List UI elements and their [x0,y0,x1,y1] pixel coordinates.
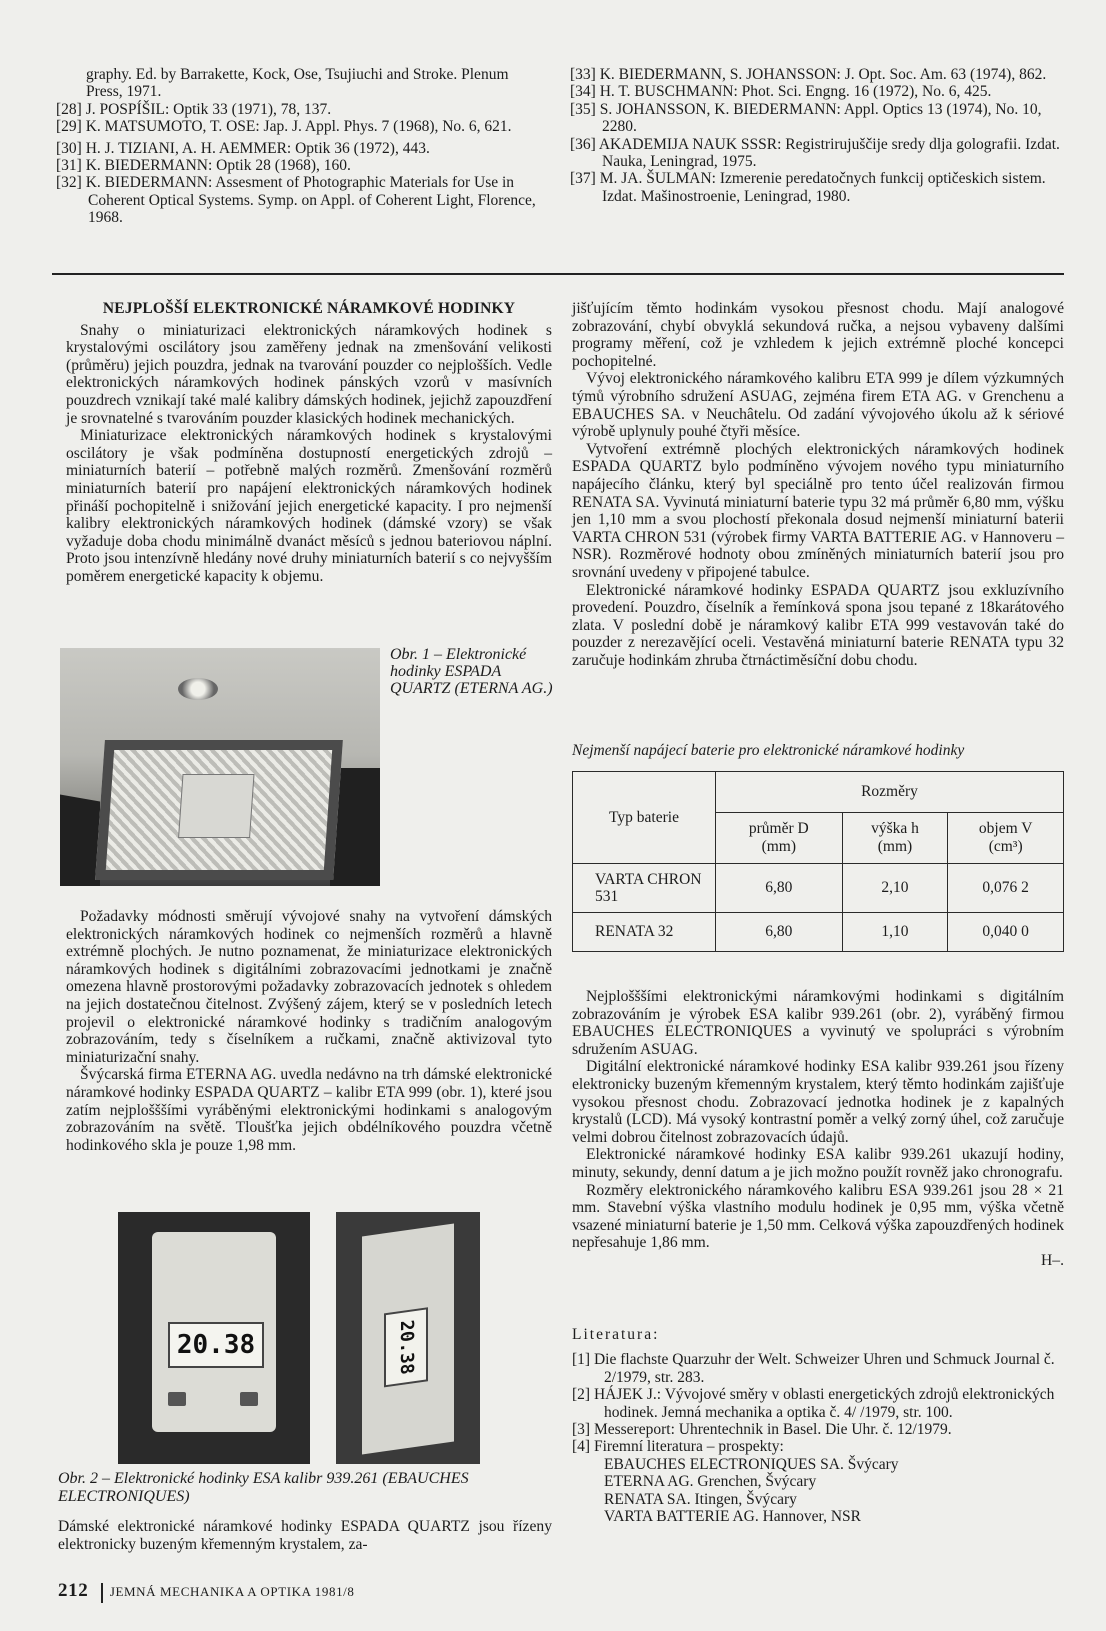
lcd-display: 20.38 [384,1307,428,1387]
figure-1-caption: Obr. 1 – Elektronické hodinky ESPADA QUARTZ (ETERNA AG.) [390,646,553,697]
reference: [31] K. BIEDERMANN: Optik 28 (1968), 160. [56,157,351,175]
watch-crown [178,678,218,700]
paragraph: jišťujícím těmto hodinkám vysokou přesnost chodu. Mají analogové zobrazování, chybí obvyklá sekundová ručka, a nejsou vybaveny dalšími programy měření, což je vzhledem k jejich extrémně ploché koncepci pochopitelné. [572,300,1064,370]
watch-case [95,740,343,880]
paragraph: Elektronické náramkové hodinky ESA kalibr 939.261 ukazují hodiny, minuty, sekundy, denní datum a je jich možno použít rovněž jako chronografu. [572,1146,1064,1181]
reference: [36] AKADEMIJA NAUK SSSR: Registrirujuščije sredy dlja golografii. Izdat. Nauka, Leningrad, 1975. [570,135,1060,171]
reference: [29] K. MATSUMOTO, T. OSE: Jap. J. Appl. Phys. 7 (1968), No. 6, 621. [56,118,512,136]
diameter-value: 6,80 [716,864,843,913]
reference: [34] H. T. BUSCHMANN: Phot. Sci. Engng. 16 (1972), No. 6, 425. [570,83,992,101]
top-references-left [56,66,548,227]
article-left-bottom [58,1518,552,1553]
battery-table [572,771,1064,952]
col-header-type: Typ baterie [573,772,716,864]
paragraph: Nejplošššími elektronickými náramkovými hodinkami s digitálním zobrazováním je výrobek ESA kalibr 939.261 (obr. 2), vyráběný firmou EBAUCHES ELECTRONIQUES a vyvinutý ve spolupráci s výrobním sdružením ASUAG. [572,988,1064,1058]
firm-item: RENATA SA. Itingen, Švýcary [604,1490,797,1508]
figure-1-photo-espada-quartz [60,648,380,886]
volume-value: 0,076 2 [948,864,1064,913]
article-title: NEJPLOŠŠÍ ELEKTRONICKÉ NÁRAMKOVÉ HODINKY [102,300,516,317]
figure-2-caption: Obr. 2 – Elektronické hodinky ESA kalibr 939.261 (EBAUCHES ELECTRONIQUES) [58,1470,469,1505]
article-left-top [66,300,552,586]
table-row [573,913,1064,952]
col-header-height: výška h (mm) [842,813,948,864]
col-header-group: Rozměry [716,772,1064,813]
paragraph: Elektronické náramkové hodinky ESPADA QUARTZ jsou exkluzívního provedení. Pouzdro, číselník a řemínková spona jsou tepané z 18karátového zlata. V poslední době je náramkový kalibr ETA 999 vestavován také do pouzder z nerezavějící oceli. Vestavěná miniaturní baterie RENATA typu 32 zaručuje hodinkám zhruba čtrnáctiměsíční dobu chodu. [572,581,1064,669]
watch-button [240,1392,258,1406]
firm-list [572,1456,1064,1526]
volume-value: 0,040 0 [948,913,1064,952]
article-left-mid [66,908,552,1154]
top-references-right [570,66,1064,205]
firm-item: EBAUCHES ELECTRONIQUES SA. Švýcary [604,1455,899,1473]
reference: graphy. Ed. by Barrakette, Kock, Ose, Tsujiuchi and Stroke. Plenum Press, 1971. [86,66,509,101]
watch-dial [178,774,254,838]
reference: [30] H. J. TIZIANI, A. H. AEMMER: Optik 36 (1972), 443. [56,139,430,157]
reference: [32] K. BIEDERMANN: Assesment of Photographic Materials for Use in Coherent Optical Systems. Symp. on Appl. of Coherent Light, Florence, 1968. [56,174,536,227]
author-signature: H–. [1041,1251,1064,1269]
height-value: 1,10 [842,913,948,952]
battery-name: RENATA 32 [573,913,716,952]
table-row [573,864,1064,913]
paragraph: Vytvoření extrémně plochých elektronických náramkových hodinek ESPADA QUARTZ bylo podmíněno vývojem nového typu miniaturního napájecího článku, který byl speciálně pro tento účel realizován firmou RENATA SA. Vyvinutá miniaturní baterie typu 32 má průměr 6,80 mm, výšku jen 1,10 mm a svou plochostí překonala dosud nejmenší miniaturní baterii VARTA CHRON 531 (výrobek firmy VARTA BATTERIE AG. v Hannoveru – NSR). Rozměrové hodnoty obou zmíněných miniaturních baterií jsou pro srovnání uvedeny v připojené tabulce. [572,440,1064,581]
reference: [35] S. JOHANSSON, K. BIEDERMANN: Appl. Optics 13 (1974), No. 10, 2280. [570,100,1042,136]
literature-item: [2] HÁJEK J.: Vývojové směry v oblasti energetických zdrojů elektronických hodinek. Jemná mechanika a optika č. 4/ /1979, str. 100. [572,1386,1055,1421]
journal-name: JEMNÁ MECHANIKA A OPTIKA 1981/8 [109,1584,355,1599]
figure-2-photo-side [336,1212,480,1464]
paragraph: Požadavky módnosti směrují vývojové snahy na vytvoření dámských elektronických náramkových hodinek co nejmenších rozměrů a hlavně extrémně plochých. Je nutno poznamenat, že miniaturizace elektronických náramkových hodinek s digitálními zobrazovacími jednotkami je značně omezena hlavně prostorovými požadavky zobrazovacích jednotek s ohledem na jejich dostatečnou čitelnost. Zvýšený zájem, který se v posledních letech projevil o elektronické náramkové hodinky s tradičním analogovým zobrazováním, tedy s číselníkem a ručkami, značně aktivizoval tyto miniaturizační snahy. [66,908,552,1066]
watch-strap [60,794,100,886]
figure-2-photo-front [118,1212,310,1464]
lcd-display: 20.38 [168,1322,264,1368]
paragraph: Snahy o miniaturizaci elektronických náramkových hodinek s krystalovými oscilátory jsou zaměřeny jednak na zmenšování velikosti (průměru) jejich pouzdra, jednak na tvarování pouzder co nejplošších. Vedle elektronických náramkových hodinek pánských vzorů v masívních pouzdrech vznikají také malé kalibry dámských hodinek, jejichž zapouzdření je srovnatelné s tvarováním pouzder klasických hodinek mechanických. [66,321,552,427]
article-right-top [572,300,1064,669]
battery-name: VARTA CHRON 531 [573,864,716,913]
col-header-diameter: průměr D (mm) [716,813,843,864]
paragraph: Švýcarská firma ETERNA AG. uvedla nedávno na trh dámské elektronické náramkové hodinky ESPADA QUARTZ – kalibr ETA 999 (obr. 1), které jsou zatím nejplošššími vyráběnými elektronickými hodinkami s analogovým zobrazováním na světě. Tloušťka jejich obdélníkového pouzdra včetně hodinkového skla je pouze 1,98 mm. [66,1066,552,1154]
footer-separator [101,1583,103,1603]
page-number: 212 [58,1580,89,1601]
paragraph: Digitální elektronické náramkové hodinky ESA kalibr 939.261 jsou řízeny elektronicky buzeným křemenným krystalem, který těmto hodinkám zajišťuje vysokou přesnost chodu. Zobrazovací jednotka hodinek je z kapalných krystalů (LCD). Má vysoký kontrastní poměr a velký zorný úhel, což zaručuje velmi dobrou čitelnost zobrazovacích údajů. [572,1058,1064,1146]
watch-button [168,1392,186,1406]
col-header-volume: objem V (cm³) [948,813,1064,864]
reference: [33] K. BIEDERMANN, S. JOHANSSON: J. Opt. Soc. Am. 63 (1974), 862. [570,66,1047,83]
digital-watch [152,1232,276,1432]
firm-item: ETERNA AG. Grenchen, Švýcary [604,1473,817,1491]
digital-watch [362,1224,454,1455]
paragraph: Miniaturizace elektronických náramkových hodinek s krystalovými oscilátory je však podmíněna dostupností energetických zdrojů – miniaturních baterií – potřebně malých rozměrů. Zmenšování rozměrů miniaturních baterií pro napájení elektronických náramkových hodinek přináší pochopitelně i snižování jejich energetické kapacity. I pro nejmenší kalibry elektronických náramkových hodinek (dámské vzory) se však vyžaduje doba chodu minimálně dvanáct měsíců s jednou bateriovou náplní. Proto jsou intenzívně hledány nové druhy miniaturních baterií s co nejvyšším poměrem energetické kapacity k objemu. [66,427,552,585]
article-right-mid [572,988,1064,1270]
literature-heading: Literatura: [572,1326,660,1343]
paragraph: Rozměry elektronického náramkového kalibru ESA 939.261 jsou 28 × 21 mm. Stavební výška vlastního modulu hodinek je 0,95 mm, výška včetně vsazené miniaturní baterie je 1,50 mm. Celková výška zapouzdřených hodinek nepřesahuje 1,86 mm. [572,1181,1064,1252]
paragraph: Dámské elektronické náramkové hodinky ESPADA QUARTZ jsou řízeny elektronicky buzeným křemenným krystalem, za- [58,1518,552,1553]
literature-item: [1] Die flachste Quarzuhr der Welt. Schweizer Uhren und Schmuck Journal č. 2/1979, str. 283. [572,1351,1055,1386]
firm-item: VARTA BATTERIE AG. Hannover, NSR [604,1508,861,1526]
reference: [28] J. POSPÍŠIL: Optik 33 (1971), 78, 137. [56,100,332,118]
height-value: 2,10 [842,864,948,913]
section-divider [52,273,1064,275]
page-footer [58,1580,354,1603]
table-caption: Nejmenší napájecí baterie pro elektronické náramkové hodinky [572,742,965,759]
paragraph: Vývoj elektronického náramkového kalibru ETA 999 je dílem výzkumných týmů výrobního sdružení ASUAG, zejména firem ETA AG. v Grenchenu a EBAUCHES SA. v Neuchâtelu. Od zadání vývojového úkolu až k sériové výrobě uplynuly pouhé čtyři měsíce. [572,370,1064,441]
reference: [37] M. JA. ŠULMAN: Izmerenie peredatočnych funkcij optičeskich sistem. Izdat. Mašinostroenie, Leningrad, 1980. [570,170,1046,205]
literature-item: [4] Firemní literatura – prospekty: [572,1438,784,1456]
diameter-value: 6,80 [716,913,843,952]
literature-item: [3] Messereport: Uhrentechnik in Basel. Die Uhr. č. 12/1979. [572,1421,952,1439]
literature [572,1326,1064,1525]
